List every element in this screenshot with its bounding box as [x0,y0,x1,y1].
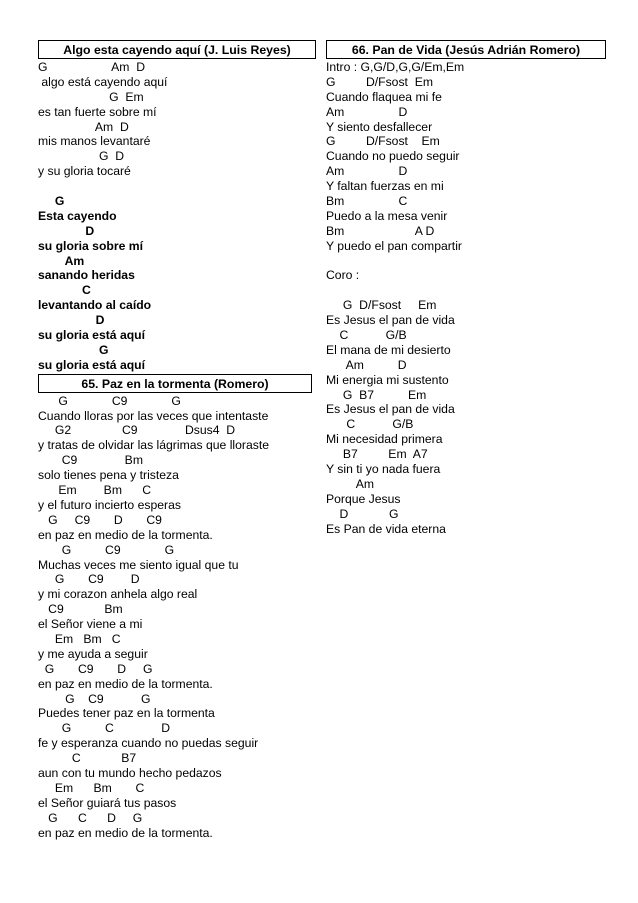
lyric-line: Cuando no puedo seguir [326,149,460,164]
right-column [326,40,606,537]
lyric-line: Y puedo el pan compartir [326,238,462,253]
lyric-line: Y faltan fuerzas en mi [326,179,444,194]
song-lyrics-pan-de-vida [326,60,606,537]
lyric-line: el Señor viene a mi [38,617,143,632]
lyric-line: G C9 D G [38,661,153,676]
lyric-line: Mi energia mi sustento [326,372,449,387]
lyric-line: G C9 D C9 [38,512,162,527]
lyric-line: solo tienes pena y tristeza [38,468,179,483]
blank-line [326,283,606,298]
lyric-line: D G [326,506,399,521]
lyric-line: C G/B [326,417,414,432]
lyric-line: Em Bm C [38,483,152,498]
lyric-line: Cuando lloras por las veces que intentaste [38,408,269,423]
lyric-line: C G/B [326,328,407,343]
lyric-line: Esta cayendo [38,208,117,223]
lyric-line: Intro : G,G/D,G,G/Em,Em [326,60,465,74]
lyric-line: Es Pan de vida eterna [326,521,446,536]
lyric-line: levantando al caído [38,298,152,313]
lyric-line: en paz en medio de la tormenta. [38,676,213,691]
lyric-line: C B7 [38,751,137,766]
lyric-line: el Señor guiará tus pasos [38,795,177,810]
lyric-line: y el futuro incierto esperas [38,497,181,512]
lyric-line: Am D [326,357,407,372]
blank-line [38,179,316,194]
lyric-line: B7 Em A7 [326,447,428,462]
song-lyrics-algo-esta-cayendo [38,60,316,373]
lyric-line: y me ayuda a seguir [38,646,148,661]
lyric-line: Am [38,253,85,268]
lyric-line: Es Jesus el pan de vida [326,313,455,328]
lyric-line: G C9 G [38,691,151,706]
lyric-line: G D/Fsost Em [326,134,440,149]
lyric-line: aun con tu mundo hecho pedazos [38,765,222,780]
lyric-line: Puedo a la mesa venir [326,208,448,223]
lyric-line: Y sin ti yo nada fuera [326,462,441,477]
lyric-line: Muchas veces me siento igual que tu [38,557,239,572]
lyric-line: Cuando flaquea mi fe [326,89,442,104]
lyric-line: algo está cayendo aquí [38,74,168,89]
left-column [38,40,316,840]
lyric-line: Coro : [326,268,360,283]
lyric-line: Porque Jesus [326,491,401,506]
lyric-line: Puedes tener paz en la tormenta [38,706,215,721]
lyric-line: C9 Bm [38,453,143,468]
lyric-line: Am D [326,104,408,119]
lyric-line: su gloria está aquí [38,357,146,372]
lyric-line: su gloria está aquí [38,328,146,343]
lyric-line: G Am D [38,60,145,74]
lyric-line: G C9 D [38,572,140,587]
lyric-line: Bm C [326,194,408,209]
song-lyrics-paz-en-la-tormenta [38,394,316,841]
lyric-line: D [38,313,105,328]
lyric-line: G D/Fsost Em [326,74,433,89]
lyric-line: G Em [38,89,144,104]
lyric-line: G [38,194,65,209]
lyric-line: C [38,283,91,298]
lyric-line: C9 Bm [38,602,123,617]
lyric-line: G C9 G [38,393,181,408]
lyric-line: Am D [326,164,408,179]
lyric-line: y tratas de olvidar las lágrimas que lloraste [38,438,269,453]
lyric-line: G2 C9 Dsus4 D [38,423,236,438]
lyric-line: G C9 G [38,542,175,557]
lyric-line: en paz en medio de la tormenta. [38,825,213,840]
lyric-line: Am D [38,119,129,134]
lyric-line: Em Bm C [38,780,145,795]
lyric-line: Y siento desfallecer [326,119,433,134]
lyric-line: G C D G [38,810,143,825]
song-title-pan-de-vida: 66. Pan de Vida (Jesús Adrián Romero) [326,40,606,59]
lyric-line: Bm A D [326,223,435,238]
lyric-line: El mana de mi desierto [326,342,451,357]
song-title-algo-esta-cayendo: Algo esta cayendo aquí (J. Luis Reyes) [38,40,316,59]
lyric-line: en paz en medio de la tormenta. [38,527,213,542]
lyric-line: G B7 Em [326,387,427,402]
lyric-line: Em Bm C [38,631,121,646]
lyric-line: D [38,223,95,238]
lyric-line: su gloria sobre mí [38,238,143,253]
lyric-line: y su gloria tocaré [38,164,131,179]
lyric-line: G C D [38,721,171,736]
lyric-line: mis manos levantaré [38,134,151,149]
lyric-line: Am [326,476,375,491]
lyric-line: Es Jesus el pan de vida [326,402,455,417]
lyric-line: G D/Fsost Em [326,298,437,313]
lyric-line: y mi corazon anhela algo real [38,587,198,602]
lyric-line: sanando heridas [38,268,135,283]
lyric-line: Mi necesidad primera [326,432,443,447]
lyric-line: es tan fuerte sobre mí [38,104,157,119]
song-title-paz-en-la-tormenta: 65. Paz en la tormenta (Romero) [38,374,312,393]
blank-line [326,254,606,269]
lyric-line: G D [38,149,125,164]
lyric-line: G [38,342,109,357]
lyric-line: fe y esperanza cuando no puedas seguir [38,736,259,751]
